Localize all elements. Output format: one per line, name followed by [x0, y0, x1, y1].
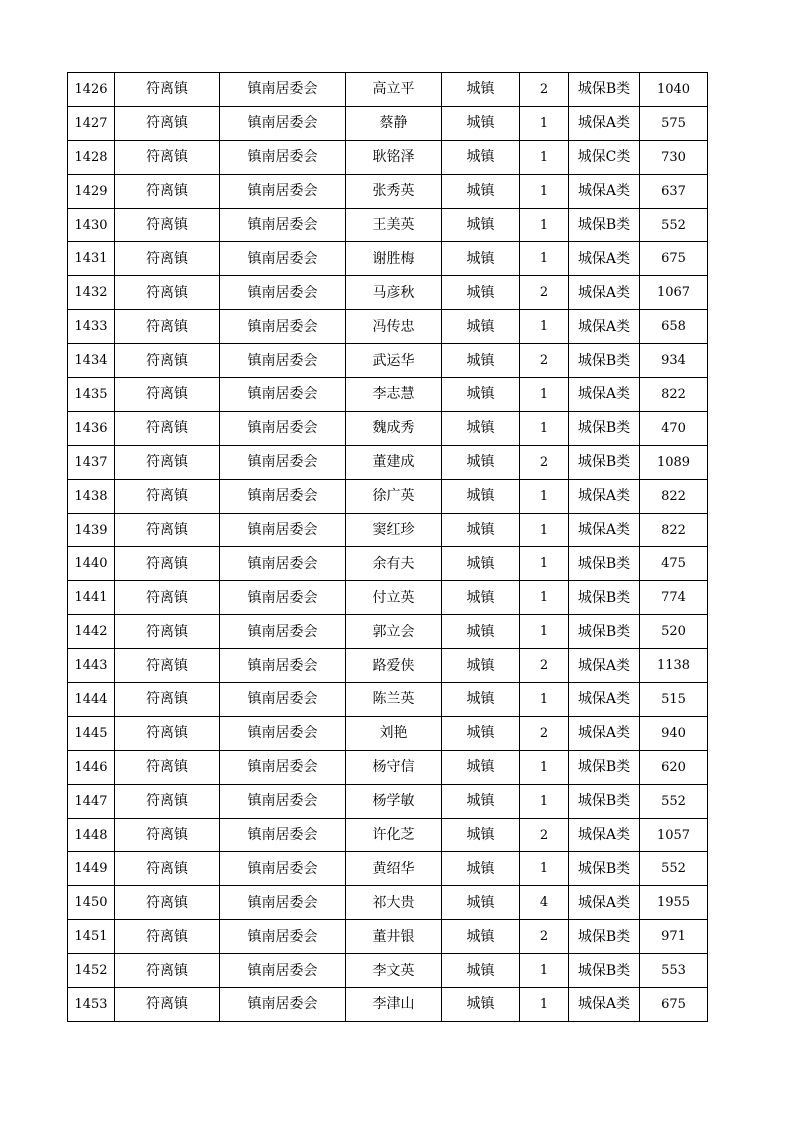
name-cell: 李文英 [346, 954, 442, 988]
household-count-cell: 1 [520, 988, 569, 1022]
table-row [68, 920, 708, 954]
area-cell: 城镇 [442, 445, 520, 479]
amount-cell: 822 [640, 513, 708, 547]
amount-cell: 730 [640, 140, 708, 174]
table-row [68, 310, 708, 344]
amount-cell: 822 [640, 479, 708, 513]
name-cell: 武运华 [346, 344, 442, 378]
row-id-cell: 1431 [68, 242, 115, 276]
area-cell: 城镇 [442, 479, 520, 513]
community-cell: 镇南居委会 [220, 310, 346, 344]
amount-cell: 1089 [640, 445, 708, 479]
town-cell: 符离镇 [115, 649, 220, 683]
row-id-cell: 1452 [68, 954, 115, 988]
amount-cell: 1955 [640, 886, 708, 920]
table-row [68, 106, 708, 140]
row-id-cell: 1427 [68, 106, 115, 140]
name-cell: 董井银 [346, 920, 442, 954]
town-cell: 符离镇 [115, 106, 220, 140]
community-cell: 镇南居委会 [220, 242, 346, 276]
table-row [68, 140, 708, 174]
name-cell: 杨守信 [346, 750, 442, 784]
table-row [68, 479, 708, 513]
area-cell: 城镇 [442, 750, 520, 784]
town-cell: 符离镇 [115, 852, 220, 886]
row-id-cell: 1436 [68, 411, 115, 445]
area-cell: 城镇 [442, 276, 520, 310]
table-row [68, 988, 708, 1022]
amount-cell: 553 [640, 954, 708, 988]
category-cell: 城保B类 [569, 954, 640, 988]
community-cell: 镇南居委会 [220, 378, 346, 412]
community-cell: 镇南居委会 [220, 344, 346, 378]
name-cell: 郭立会 [346, 615, 442, 649]
town-cell: 符离镇 [115, 513, 220, 547]
household-count-cell: 1 [520, 547, 569, 581]
area-cell: 城镇 [442, 852, 520, 886]
name-cell: 张秀英 [346, 174, 442, 208]
category-cell: 城保B类 [569, 208, 640, 242]
town-cell: 符离镇 [115, 818, 220, 852]
amount-cell: 675 [640, 988, 708, 1022]
household-count-cell: 1 [520, 750, 569, 784]
row-id-cell: 1435 [68, 378, 115, 412]
category-cell: 城保B类 [569, 852, 640, 886]
household-count-cell: 1 [520, 242, 569, 276]
category-cell: 城保A类 [569, 310, 640, 344]
row-id-cell: 1432 [68, 276, 115, 310]
household-count-cell: 1 [520, 310, 569, 344]
household-count-cell: 2 [520, 920, 569, 954]
row-id-cell: 1428 [68, 140, 115, 174]
table-row [68, 208, 708, 242]
row-id-cell: 1445 [68, 716, 115, 750]
community-cell: 镇南居委会 [220, 174, 346, 208]
area-cell: 城镇 [442, 310, 520, 344]
town-cell: 符离镇 [115, 716, 220, 750]
category-cell: 城保A类 [569, 716, 640, 750]
category-cell: 城保A类 [569, 242, 640, 276]
amount-cell: 971 [640, 920, 708, 954]
row-id-cell: 1426 [68, 73, 115, 107]
row-id-cell: 1446 [68, 750, 115, 784]
area-cell: 城镇 [442, 954, 520, 988]
amount-cell: 470 [640, 411, 708, 445]
household-count-cell: 4 [520, 886, 569, 920]
area-cell: 城镇 [442, 615, 520, 649]
category-cell: 城保B类 [569, 344, 640, 378]
community-cell: 镇南居委会 [220, 683, 346, 717]
name-cell: 马彦秋 [346, 276, 442, 310]
table-row [68, 954, 708, 988]
town-cell: 符离镇 [115, 140, 220, 174]
area-cell: 城镇 [442, 547, 520, 581]
table-row [68, 513, 708, 547]
name-cell: 魏成秀 [346, 411, 442, 445]
town-cell: 符离镇 [115, 242, 220, 276]
amount-cell: 1057 [640, 818, 708, 852]
table-row [68, 344, 708, 378]
amount-cell: 552 [640, 208, 708, 242]
table-row [68, 615, 708, 649]
name-cell: 董建成 [346, 445, 442, 479]
community-cell: 镇南居委会 [220, 276, 346, 310]
category-cell: 城保B类 [569, 920, 640, 954]
category-cell: 城保A类 [569, 683, 640, 717]
community-cell: 镇南居委会 [220, 954, 346, 988]
row-id-cell: 1437 [68, 445, 115, 479]
area-cell: 城镇 [442, 784, 520, 818]
town-cell: 符离镇 [115, 750, 220, 784]
name-cell: 祁大贵 [346, 886, 442, 920]
area-cell: 城镇 [442, 513, 520, 547]
name-cell: 黄绍华 [346, 852, 442, 886]
town-cell: 符离镇 [115, 276, 220, 310]
name-cell: 谢胜梅 [346, 242, 442, 276]
category-cell: 城保B类 [569, 750, 640, 784]
name-cell: 蔡静 [346, 106, 442, 140]
category-cell: 城保A类 [569, 513, 640, 547]
category-cell: 城保A类 [569, 106, 640, 140]
name-cell: 徐广英 [346, 479, 442, 513]
town-cell: 符离镇 [115, 683, 220, 717]
amount-cell: 774 [640, 581, 708, 615]
table-row [68, 174, 708, 208]
amount-cell: 1040 [640, 73, 708, 107]
row-id-cell: 1443 [68, 649, 115, 683]
area-cell: 城镇 [442, 378, 520, 412]
category-cell: 城保C类 [569, 140, 640, 174]
table-row [68, 649, 708, 683]
household-count-cell: 1 [520, 954, 569, 988]
name-cell: 李津山 [346, 988, 442, 1022]
town-cell: 符离镇 [115, 784, 220, 818]
household-count-cell: 1 [520, 784, 569, 818]
table-row [68, 750, 708, 784]
table-row [68, 581, 708, 615]
category-cell: 城保A类 [569, 378, 640, 412]
area-cell: 城镇 [442, 106, 520, 140]
amount-cell: 822 [640, 378, 708, 412]
category-cell: 城保A类 [569, 988, 640, 1022]
name-cell: 刘艳 [346, 716, 442, 750]
household-count-cell: 1 [520, 106, 569, 140]
name-cell: 许化芝 [346, 818, 442, 852]
area-cell: 城镇 [442, 344, 520, 378]
community-cell: 镇南居委会 [220, 649, 346, 683]
town-cell: 符离镇 [115, 73, 220, 107]
row-id-cell: 1429 [68, 174, 115, 208]
table-row [68, 276, 708, 310]
category-cell: 城保A类 [569, 649, 640, 683]
category-cell: 城保A类 [569, 818, 640, 852]
community-cell: 镇南居委会 [220, 513, 346, 547]
amount-cell: 552 [640, 784, 708, 818]
category-cell: 城保B类 [569, 784, 640, 818]
name-cell: 余有夫 [346, 547, 442, 581]
name-cell: 高立平 [346, 73, 442, 107]
table-row [68, 716, 708, 750]
community-cell: 镇南居委会 [220, 581, 346, 615]
category-cell: 城保B类 [569, 73, 640, 107]
town-cell: 符离镇 [115, 344, 220, 378]
household-count-cell: 2 [520, 73, 569, 107]
household-count-cell: 1 [520, 852, 569, 886]
amount-cell: 934 [640, 344, 708, 378]
amount-cell: 552 [640, 852, 708, 886]
household-count-cell: 2 [520, 716, 569, 750]
area-cell: 城镇 [442, 649, 520, 683]
area-cell: 城镇 [442, 581, 520, 615]
household-count-cell: 2 [520, 344, 569, 378]
row-id-cell: 1453 [68, 988, 115, 1022]
table-row [68, 378, 708, 412]
row-id-cell: 1447 [68, 784, 115, 818]
table-row [68, 818, 708, 852]
household-count-cell: 1 [520, 411, 569, 445]
name-cell: 路爱侠 [346, 649, 442, 683]
category-cell: 城保B类 [569, 547, 640, 581]
table-row [68, 73, 708, 107]
community-cell: 镇南居委会 [220, 920, 346, 954]
community-cell: 镇南居委会 [220, 852, 346, 886]
category-cell: 城保B类 [569, 581, 640, 615]
amount-cell: 1138 [640, 649, 708, 683]
town-cell: 符离镇 [115, 174, 220, 208]
table-row [68, 784, 708, 818]
amount-cell: 575 [640, 106, 708, 140]
table-row [68, 852, 708, 886]
area-cell: 城镇 [442, 208, 520, 242]
community-cell: 镇南居委会 [220, 988, 346, 1022]
household-count-cell: 2 [520, 445, 569, 479]
town-cell: 符离镇 [115, 208, 220, 242]
row-id-cell: 1440 [68, 547, 115, 581]
town-cell: 符离镇 [115, 445, 220, 479]
roster-table [67, 72, 708, 1022]
household-count-cell: 1 [520, 615, 569, 649]
household-count-cell: 2 [520, 649, 569, 683]
household-count-cell: 1 [520, 140, 569, 174]
row-id-cell: 1448 [68, 818, 115, 852]
area-cell: 城镇 [442, 988, 520, 1022]
household-count-cell: 2 [520, 276, 569, 310]
row-id-cell: 1434 [68, 344, 115, 378]
amount-cell: 940 [640, 716, 708, 750]
community-cell: 镇南居委会 [220, 716, 346, 750]
table-row [68, 242, 708, 276]
amount-cell: 520 [640, 615, 708, 649]
amount-cell: 658 [640, 310, 708, 344]
town-cell: 符离镇 [115, 581, 220, 615]
name-cell: 李志慧 [346, 378, 442, 412]
amount-cell: 1067 [640, 276, 708, 310]
area-cell: 城镇 [442, 174, 520, 208]
category-cell: 城保A类 [569, 886, 640, 920]
area-cell: 城镇 [442, 818, 520, 852]
community-cell: 镇南居委会 [220, 547, 346, 581]
town-cell: 符离镇 [115, 411, 220, 445]
row-id-cell: 1442 [68, 615, 115, 649]
household-count-cell: 1 [520, 683, 569, 717]
table-row [68, 411, 708, 445]
category-cell: 城保A类 [569, 174, 640, 208]
table-row [68, 683, 708, 717]
town-cell: 符离镇 [115, 615, 220, 649]
household-count-cell: 1 [520, 581, 569, 615]
town-cell: 符离镇 [115, 310, 220, 344]
community-cell: 镇南居委会 [220, 479, 346, 513]
roster-body [68, 73, 708, 1022]
household-count-cell: 1 [520, 378, 569, 412]
household-count-cell: 1 [520, 174, 569, 208]
name-cell: 窦红珍 [346, 513, 442, 547]
area-cell: 城镇 [442, 411, 520, 445]
area-cell: 城镇 [442, 886, 520, 920]
amount-cell: 515 [640, 683, 708, 717]
area-cell: 城镇 [442, 920, 520, 954]
row-id-cell: 1451 [68, 920, 115, 954]
community-cell: 镇南居委会 [220, 208, 346, 242]
amount-cell: 620 [640, 750, 708, 784]
community-cell: 镇南居委会 [220, 886, 346, 920]
row-id-cell: 1430 [68, 208, 115, 242]
row-id-cell: 1444 [68, 683, 115, 717]
community-cell: 镇南居委会 [220, 411, 346, 445]
household-count-cell: 1 [520, 208, 569, 242]
name-cell: 付立英 [346, 581, 442, 615]
category-cell: 城保B类 [569, 445, 640, 479]
community-cell: 镇南居委会 [220, 445, 346, 479]
household-count-cell: 1 [520, 513, 569, 547]
community-cell: 镇南居委会 [220, 615, 346, 649]
category-cell: 城保A类 [569, 479, 640, 513]
amount-cell: 475 [640, 547, 708, 581]
community-cell: 镇南居委会 [220, 73, 346, 107]
category-cell: 城保B类 [569, 615, 640, 649]
name-cell: 陈兰英 [346, 683, 442, 717]
community-cell: 镇南居委会 [220, 784, 346, 818]
community-cell: 镇南居委会 [220, 106, 346, 140]
row-id-cell: 1438 [68, 479, 115, 513]
area-cell: 城镇 [442, 242, 520, 276]
category-cell: 城保A类 [569, 276, 640, 310]
community-cell: 镇南居委会 [220, 750, 346, 784]
area-cell: 城镇 [442, 73, 520, 107]
row-id-cell: 1450 [68, 886, 115, 920]
town-cell: 符离镇 [115, 988, 220, 1022]
area-cell: 城镇 [442, 716, 520, 750]
town-cell: 符离镇 [115, 954, 220, 988]
community-cell: 镇南居委会 [220, 818, 346, 852]
town-cell: 符离镇 [115, 479, 220, 513]
name-cell: 耿铭泽 [346, 140, 442, 174]
name-cell: 冯传忠 [346, 310, 442, 344]
row-id-cell: 1441 [68, 581, 115, 615]
town-cell: 符离镇 [115, 378, 220, 412]
category-cell: 城保B类 [569, 411, 640, 445]
row-id-cell: 1439 [68, 513, 115, 547]
town-cell: 符离镇 [115, 547, 220, 581]
name-cell: 杨学敏 [346, 784, 442, 818]
area-cell: 城镇 [442, 683, 520, 717]
town-cell: 符离镇 [115, 886, 220, 920]
table-row [68, 445, 708, 479]
row-id-cell: 1449 [68, 852, 115, 886]
household-count-cell: 1 [520, 479, 569, 513]
amount-cell: 637 [640, 174, 708, 208]
table-row [68, 886, 708, 920]
name-cell: 王美英 [346, 208, 442, 242]
table-row [68, 547, 708, 581]
town-cell: 符离镇 [115, 920, 220, 954]
area-cell: 城镇 [442, 140, 520, 174]
community-cell: 镇南居委会 [220, 140, 346, 174]
amount-cell: 675 [640, 242, 708, 276]
row-id-cell: 1433 [68, 310, 115, 344]
household-count-cell: 2 [520, 818, 569, 852]
